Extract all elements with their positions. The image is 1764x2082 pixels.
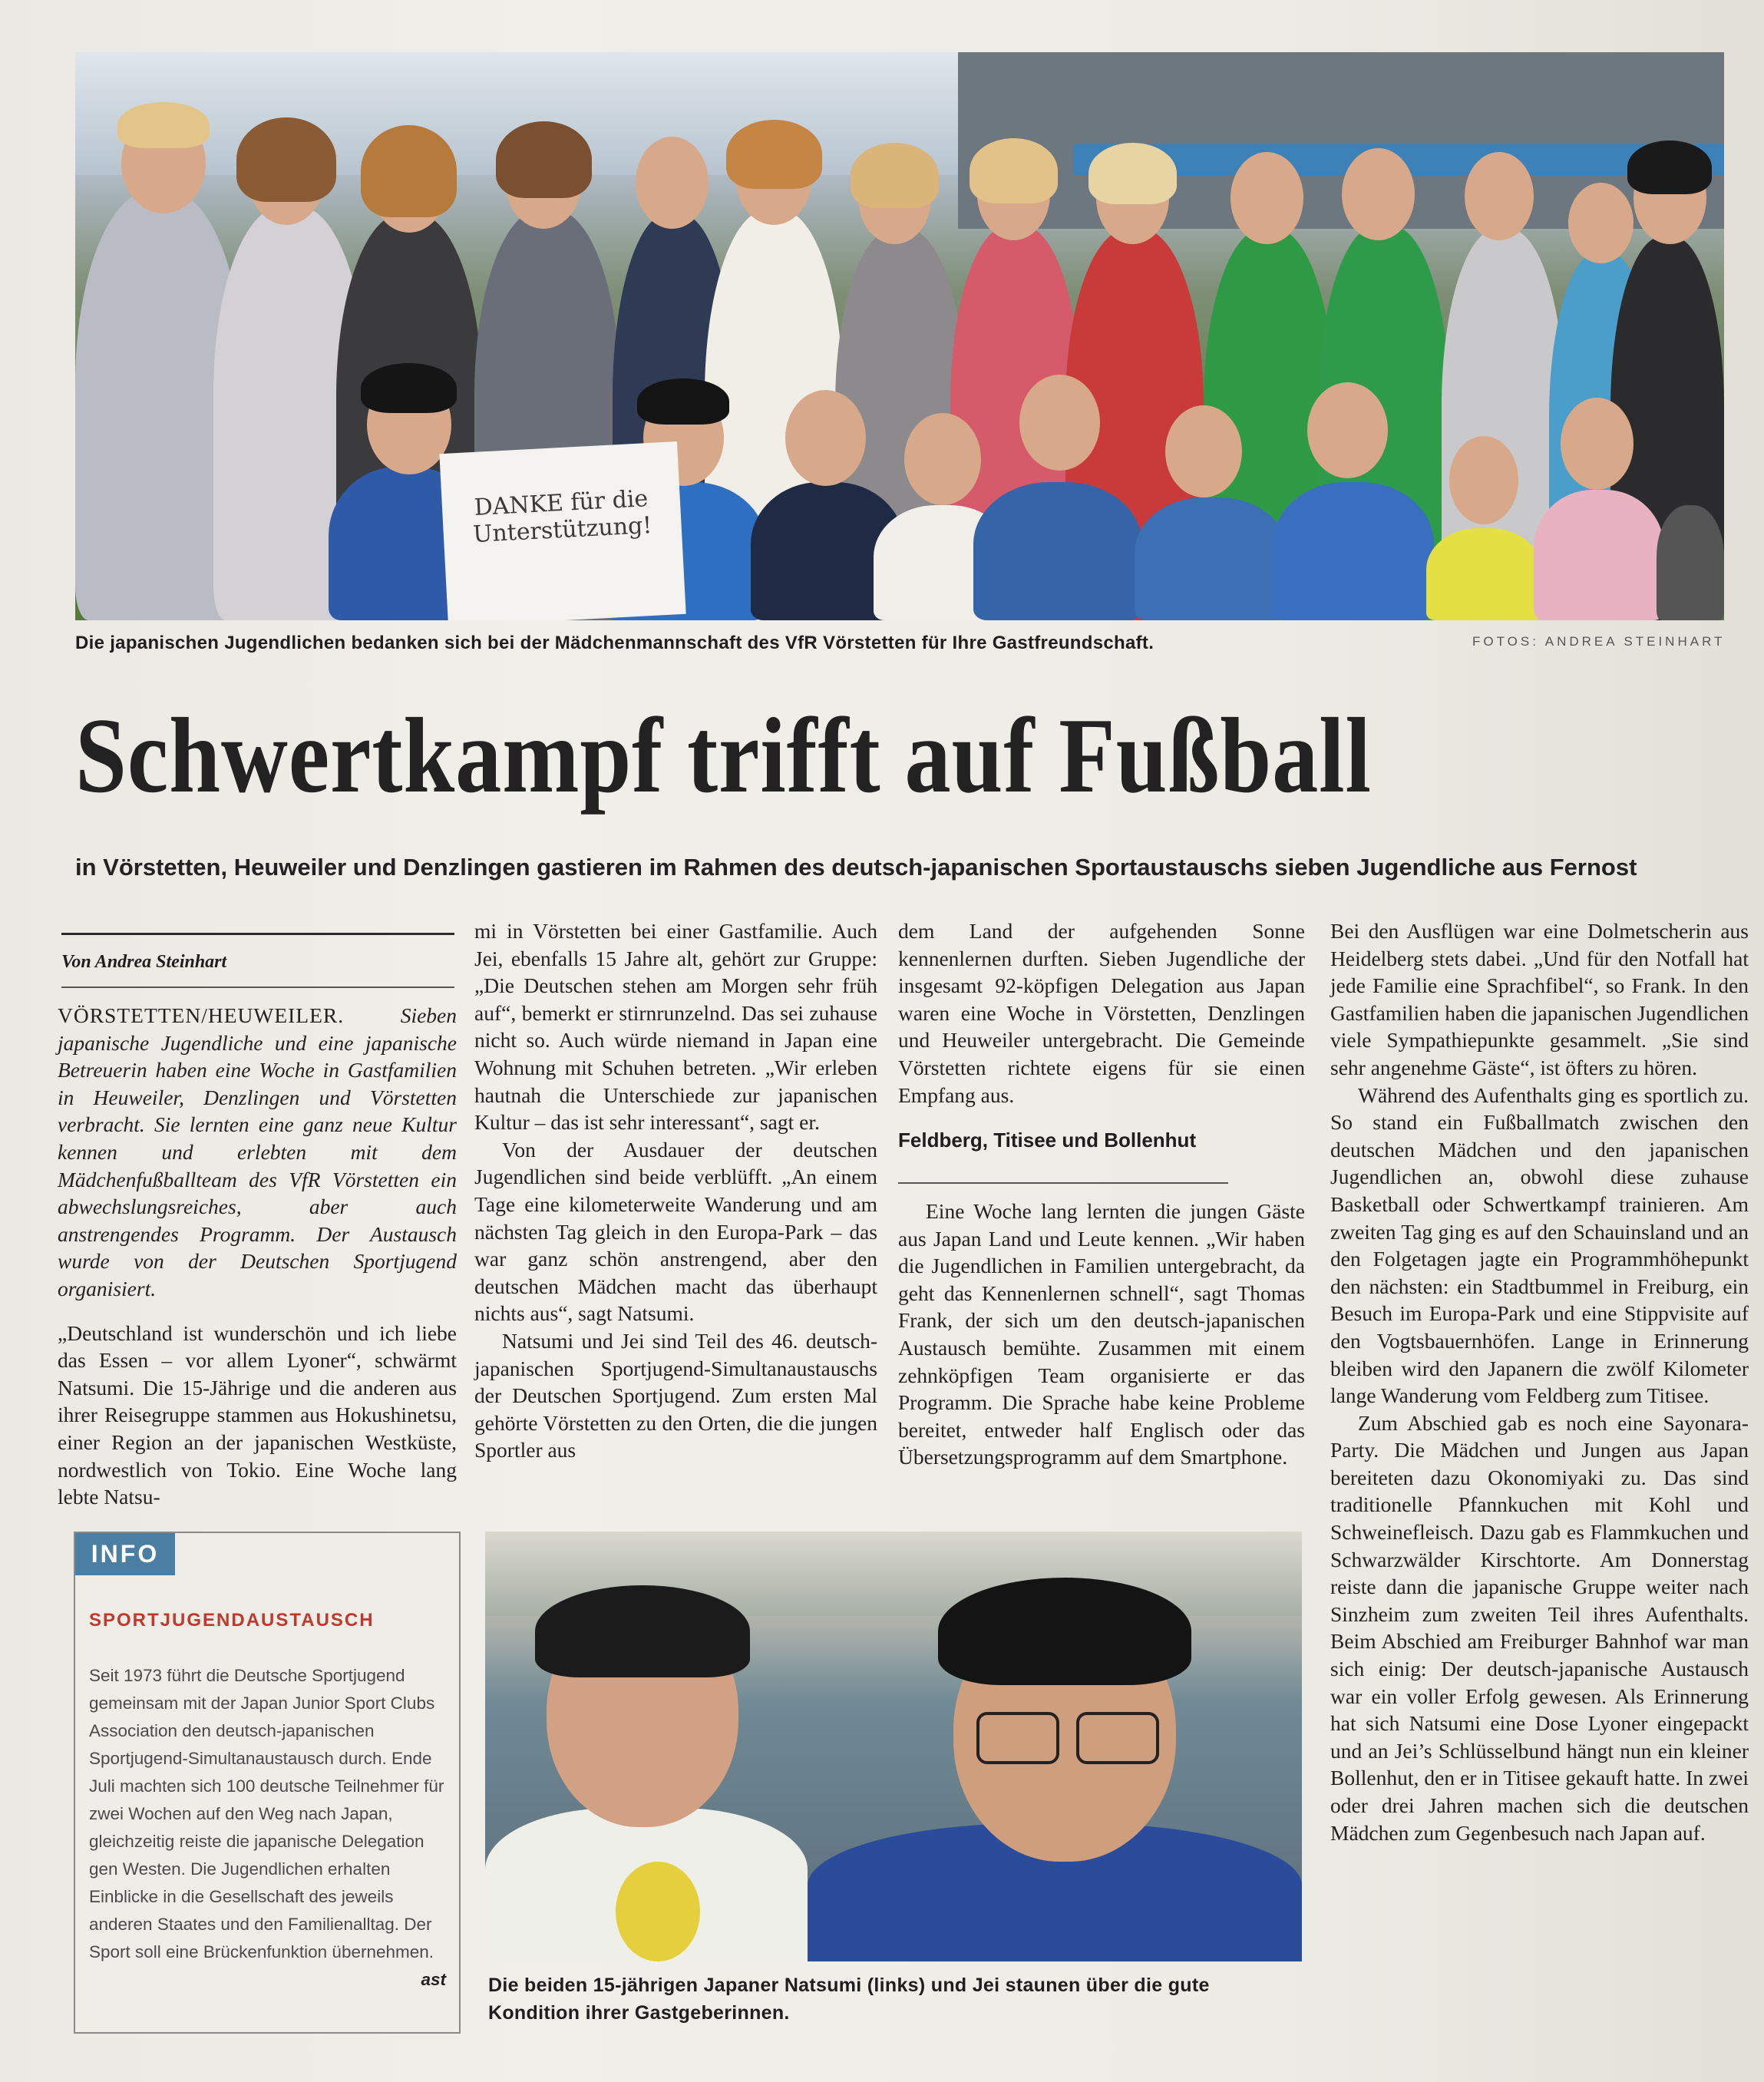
info-box bbox=[74, 1532, 461, 2034]
paragraph: Während des Aufenthalts ging es sportlich zu. So stand ein Fußballmatch zwischen den deutschen Mädchen und den japanischen Jugendlichen an, obwohl diese zuhause Basketball oder Schwertkampf trainieren. Am zweiten Tag ging es auf den Schauinsland und an den Folgetagen jagte ein Programmhöhepunkt den nächsten: ein Stadtbummel in Freiburg, ein Besuch im Europa-Park und eine Stippvisite auf den Vogtsbauernhöfen. Lange in Erinnerung bleiben wird den Japanern die zwölf Kilometer lange Wanderung vom Feldberg zum Titisee. bbox=[1330, 1082, 1749, 1408]
dateline: VÖRSTETTEN/HEUWEILER. bbox=[58, 1003, 345, 1027]
paragraph: Eine Woche lang lernten die jungen Gäste aus Japan Land und Leute kennen. „Wir haben die Jugendlichen in Familien untergebracht, da geht das Kennenlernen schnell“, sagt Thomas Frank, der sich um den deutsch-japanischen Austausch bemühte. Zusammen mit einem zehnköpfigen Team organisierte er das Programm. Die Sprache habe keine Probleme bereitet, entweder half Englisch oder das Übersetzungsprogramm auf dem Smartphone. bbox=[898, 1199, 1305, 1469]
top-photo-caption: Die japanischen Jugendlichen bedanken sich bei der Mädchenmannschaft des VfR Vörstetten für Ihre Gastfreundschaft. bbox=[75, 633, 1155, 653]
group-photo bbox=[75, 52, 1724, 620]
headline: Schwertkampf trifft auf Fußball bbox=[75, 696, 1372, 815]
portrait-caption: Die beiden 15-jährigen Japaner Natsumi (links) und Jei staunen über die gute Kondition ihrer Gastgeberinnen. bbox=[488, 1975, 1210, 2024]
subheadline: in Vörstetten, Heuweiler und Denzlingen gastieren im Rahmen des deutsch-japanischen Sportaustauschs sieben Jugendliche aus Fernost bbox=[75, 854, 1637, 881]
subtitle-rule bbox=[898, 1182, 1228, 1184]
byline: Von Andrea Steinhart bbox=[61, 952, 227, 972]
article-column-1 bbox=[58, 1002, 457, 1511]
info-author: ast bbox=[421, 1970, 446, 1989]
paragraph: „Deutschland ist wunderschön und ich liebe das Essen – vor allem Lyoner“, schwärmt Natsumi. Die 15-Jährige und die anderen aus ihrer Reisegruppe stammen aus Hokushinetsu, einer Region an der japanischen Westküste, nordwestlich von Tokio. Eine Woche lang lebte Natsu- bbox=[58, 1320, 457, 1509]
info-text: Seit 1973 führt die Deutsche Sportjugend gemeinsam mit der Japan Junior Sport Clubs Association den deutsch-japanischen Sportjugend-Simultanaustausch durch. Ende Juli machten sich 100 deutsche Teilnehmer für zwei Wochen auf den Weg nach Japan, gleichzeitig reiste die japanische Delegation gen Westen. Die Jugendlichen erhalten Einblicke in die Gesellschaft des jeweils anderen Staates und den Familienalltag. Der Sport soll eine Brückenfunktion übernehmen. ast bbox=[89, 1662, 446, 1994]
info-title: SPORTJUGENDAUSTAUSCH bbox=[89, 1610, 375, 1631]
paragraph: Natsumi und Jei sind Teil des 46. deutsch-japanischen Sportjugend-Simultanaustauschs der Deutschen Sportjugend. Zum ersten Mal gehörte Vörstetten zu den Orten, die die jungen Sportler aus bbox=[474, 1328, 877, 1462]
article-column-4 bbox=[1330, 917, 1749, 1846]
byline-rule-bottom bbox=[61, 986, 454, 988]
paragraph: dem Land der aufgehenden Sonne kennenlernen durften. Sieben Jugendliche der insgesamt 92-köpfigen Delegation aus Japan waren eine Woche in Vörstetten, Denzlingen und Heuweiler untergebracht. Die Gemeinde Vörstetten richtete eigens für sie einen Empfang aus. bbox=[898, 919, 1305, 1107]
lead-paragraph: Sieben japanische Jugendliche und eine japanische Betreuerin haben eine Woche in Gastfamilien in Heuweiler, Denzlingen und Vörstetten verbracht. Sie lernten eine ganz neue Kultur kennen und erlebten mit dem Mädchenfußballteam des VfR Vörstetten ein abwechslungsreiches, aber auch anstrengendes Programm. Der Austausch wurde von der Deutschen Sportjugend organisiert. bbox=[58, 1003, 457, 1300]
paragraph: Von der Ausdauer der deutschen Jugendlichen sind beide verblüfft. „An einem Tage eine kilometerweite Wanderung und am nächsten Tag gleich in den Europa-Park – das war ganz schön anstrengend, aber den deutschen Mädchen macht das überhaupt nichts aus“, sagt Natsumi. bbox=[474, 1137, 877, 1326]
section-subtitle: Feldberg, Titisee und Bollenhut bbox=[898, 1129, 1197, 1152]
photo-credit: FOTOS: ANDREA STEINHART bbox=[1472, 634, 1726, 649]
adjacent-article-edge bbox=[1736, 52, 1764, 2048]
article-column-2 bbox=[474, 917, 877, 1464]
article-column-3 bbox=[898, 917, 1305, 1109]
paragraph: Bei den Ausflügen war eine Dolmetscherin aus Heidelberg stets dabei. „Und für den Notfall hat jede Familie eine Sprachfibel“, so Frank. In den Gastfamilien haben die japanischen Jugendlichen viele Sympathiepunkte gesammelt. „Sie sind sehr angenehme Gäste“, ist öfters zu hören. bbox=[1330, 919, 1749, 1079]
info-label: INFO bbox=[75, 1533, 175, 1575]
paragraph: Zum Abschied gab es noch eine Sayonara-Party. Die Mädchen und Jungen aus Japan bereiteten dazu Okonomiyaki zu. Das sind traditionelle Pfannkuchen mit Kohl und Schweinefleisch. Dazu gab es Flammkuchen und Schwarzwälder Kirschtorte. Am Donnerstag reiste dann die japanische Gruppe weiter nach Sinzheim zum zweiten Teil ihres Aufenthalts. Beim Abschied am Freiburger Bahnhof war man sich einig: Der deutsch-japanische Austausch war ein voller Erfolg gewesen. Als Erinnerung hat sich Natsumi eine Dose Lyoner eingepackt und an Jei’s Schlüsselbund hängt nun ein kleiner Bollenhut, den er in Titisee gekauft hatte. In zwei oder drei Jahren machen sich die deutschen Mädchen zum Gegenbesuch nach Japan auf. bbox=[1330, 1410, 1749, 1845]
portrait-photo bbox=[485, 1532, 1302, 1961]
article-column-3b bbox=[898, 1198, 1305, 1471]
byline-rule bbox=[61, 933, 454, 935]
thank-you-sign: DANKE für die Unterstützung! bbox=[439, 441, 685, 620]
paragraph: mi in Vörstetten bei einer Gastfamilie. Auch Jei, ebenfalls 15 Jahre alt, gehört zur Gruppe: „Die Deutschen stehen am Morgen sehr früh auf“, bemerkt er stirnrunzelnd. Das sei zuhause nicht so. Auch würde niemand in Japan eine Wohnung mit Schuhen betreten. „Wir erleben hautnah die Unterschiede zur japanischen Kultur – das ist sehr interessant“, sagt er. bbox=[474, 919, 877, 1135]
